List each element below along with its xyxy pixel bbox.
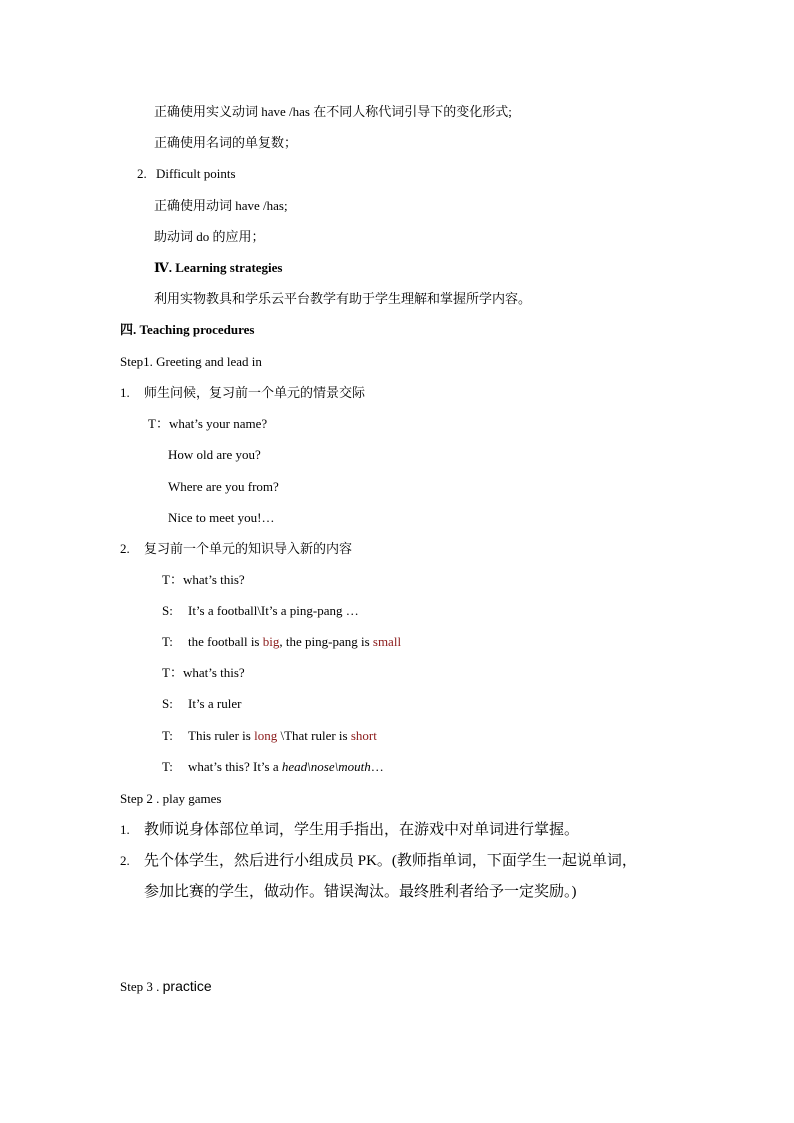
utterance: It’s a ruler	[188, 696, 242, 711]
list-number: 2.	[120, 541, 130, 556]
dialogue-line	[162, 634, 401, 650]
step1-item-2	[120, 541, 352, 557]
highlight-word: short	[350, 728, 377, 743]
list-number: 1.	[120, 822, 130, 837]
speaker: T:	[162, 759, 173, 774]
dialogue-line: How old are you?	[168, 447, 261, 462]
difficult-line-1: 正确使用动词 have /has;	[154, 198, 288, 213]
list-number: 1.	[120, 385, 130, 400]
step3-title	[120, 978, 212, 995]
utterance: \That ruler is	[277, 728, 351, 743]
italic-words: head\nose\mouth	[281, 759, 371, 774]
utterance: This ruler is	[188, 728, 255, 743]
highlight-word: big	[262, 634, 280, 649]
key-point-line-1: 正确使用实义动词 have /has 在不同人称代词引导下的变化形式;	[154, 104, 512, 119]
dialogue-line	[162, 603, 359, 619]
difficult-line-2: 助动词 do 的应用；	[154, 229, 265, 244]
dialogue-line	[162, 696, 241, 712]
step2-item-2	[120, 852, 637, 870]
step-name: practice	[162, 978, 212, 994]
item-text: 师生问候，复习前一个单元的情景交际	[144, 385, 366, 400]
utterance: the football is	[188, 634, 263, 649]
item-text: 复习前一个单元的知识导入新的内容	[144, 541, 353, 556]
learning-strategies-heading: Ⅳ. Learning strategies	[154, 260, 283, 275]
speaker: S:	[162, 696, 173, 711]
key-point-line-2: 正确使用名词的单复数；	[154, 135, 298, 150]
speaker: T:	[162, 634, 173, 649]
speaker: T:	[162, 728, 173, 743]
dialogue-line: Where are you from?	[168, 479, 279, 494]
step2-item-2-continued: 参加比赛的学生，做动作。错误淘汰。最终胜利者给予一定奖励。)	[144, 884, 577, 900]
step2-title: Step 2 . play games	[120, 791, 222, 806]
teaching-procedures-heading: 四. Teaching procedures	[120, 322, 255, 337]
utterance: It’s a football\It’s a ping-pang …	[188, 603, 359, 618]
dialogue-line: Nice to meet you!…	[168, 510, 275, 525]
heading-text: Difficult points	[156, 166, 236, 181]
highlight-word: long	[254, 728, 278, 743]
dialogue-line: T：what’s this?	[162, 665, 245, 680]
speaker: S:	[162, 603, 173, 618]
dialogue-line: T：what’s your name?	[148, 416, 268, 431]
step1-item-1	[120, 385, 365, 401]
learning-strategies-text: 利用实物教具和学乐云平台教学有助于学生理解和掌握所学内容。	[154, 291, 532, 306]
utterance: …	[370, 759, 384, 774]
highlight-word: small	[372, 634, 402, 649]
utterance: what’s this? It’s a	[188, 759, 282, 774]
dialogue-line	[162, 759, 384, 775]
step1-title: Step1. Greeting and lead in	[120, 354, 262, 369]
item-text: 教师说身体部位单词，学生用手指出，在游戏中对单词进行掌握。	[144, 822, 580, 838]
list-number: 2.	[137, 166, 147, 181]
dialogue-line: T：what’s this?	[162, 572, 245, 587]
step-label: Step 3 .	[120, 979, 163, 994]
list-number: 2.	[120, 853, 130, 868]
step2-item-1	[120, 821, 579, 839]
item-text: 先个体学生，然后进行小组成员 PK。(教师指单词，下面学生一起说单词，	[144, 853, 637, 869]
difficult-points-heading	[137, 166, 236, 182]
utterance: , the ping-pang is	[279, 634, 373, 649]
dialogue-line	[162, 728, 377, 744]
